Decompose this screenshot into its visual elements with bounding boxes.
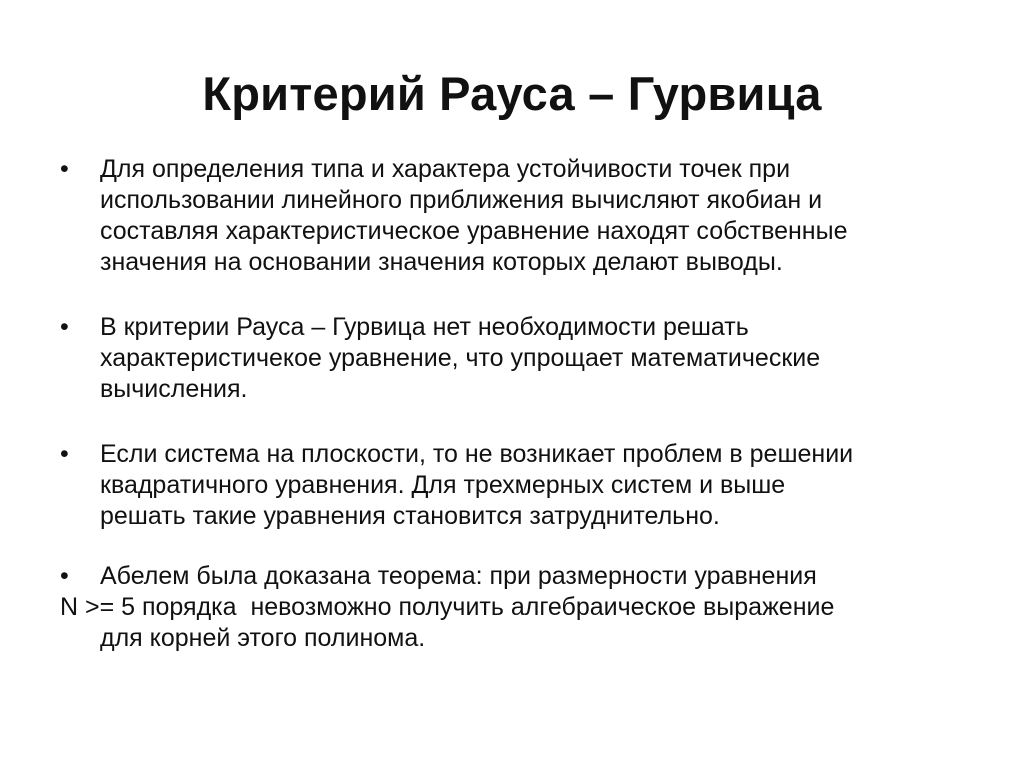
- bullet-line: характеристичекое уравнение, что упрощает математические: [100, 344, 821, 372]
- bullet-item-4: [60, 561, 970, 592]
- spacer: [60, 278, 970, 312]
- bullet-item-2: [60, 312, 970, 405]
- bullet-line: составляя характеристическое уравнение находят собственные: [100, 217, 848, 245]
- bullet-item-3: [60, 439, 970, 532]
- bullet-dot: •: [60, 313, 69, 341]
- bullet-line: Если система на плоскости, то не возникает проблем в решении: [100, 440, 854, 468]
- bullet-line: использовании линейного приближения вычисляют якобиан и: [100, 186, 823, 214]
- bullet-line: Абелем была доказана теорема: при размерности уравнения: [100, 562, 817, 590]
- bullet-line: вычисления.: [100, 375, 248, 403]
- slide-title: Критерий Рауса – Гурвица: [202, 67, 822, 120]
- slide-body: [60, 154, 970, 654]
- bullet-item-1: [60, 154, 970, 278]
- bullet-dot: •: [60, 440, 69, 468]
- continuation-line: для корней этого полинома.: [100, 624, 426, 652]
- spacer: [60, 532, 970, 561]
- bullet-line: квадратичного уравнения. Для трехмерных систем и выше: [100, 471, 786, 499]
- continuation-line: N >= 5 порядка невозможно получить алгебраическое выражение: [60, 593, 835, 621]
- spacer: [60, 405, 970, 439]
- bullet-line: значения на основании значения которых делают выводы.: [100, 248, 783, 276]
- bullet-line: решать такие уравнения становится затруднительно.: [100, 502, 720, 530]
- bullet-line: В критерии Рауса – Гурвица нет необходимости решать: [100, 313, 749, 341]
- bullet-dot: •: [60, 155, 69, 183]
- bullet-dot: •: [60, 562, 69, 590]
- bullet-continuation: [60, 592, 970, 654]
- bullet-line: Для определения типа и характера устойчивости точек при: [100, 155, 791, 183]
